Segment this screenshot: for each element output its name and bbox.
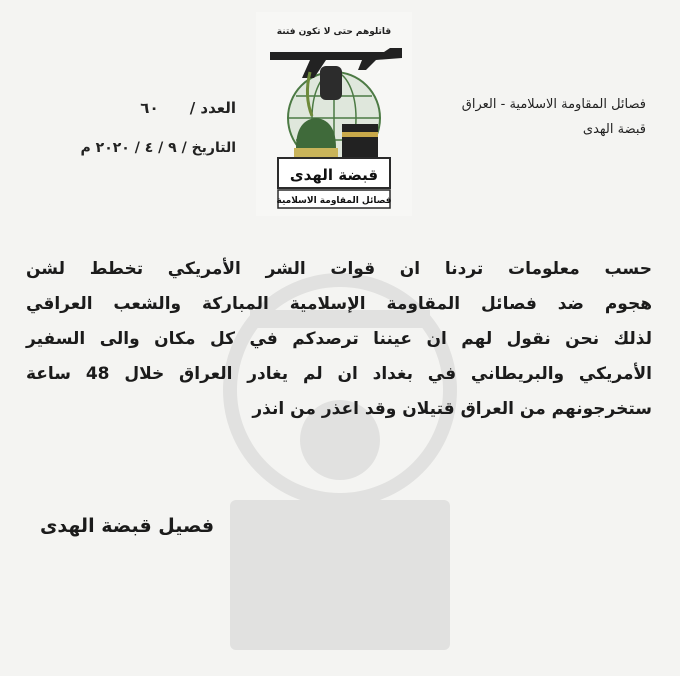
statement-line: هجوم ضد فصائل المقاومة الإسلامية المباركة والشعب العراقي — [26, 294, 652, 314]
issue-label: العدد / — [189, 99, 236, 117]
logo-banner-text: قبضة الهدى — [289, 166, 379, 184]
org-name: فصائل المقاومة الاسلامية - العراق — [461, 97, 646, 112]
issue-line — [40, 88, 236, 128]
logo-footer-text: فصائل المقاومة الاسلامية — [276, 196, 392, 206]
logo-top-text: قاتلوهم حتى لا تكون فتنة — [276, 27, 392, 37]
statement-body — [26, 252, 652, 427]
faction-logo — [256, 12, 412, 216]
signature: فصيل قبضة الهدى — [40, 515, 215, 537]
statement-line: لذلك نحن نقول لهم ان عيننا ترصدكم في كل مكان والى السفير — [26, 329, 652, 349]
org-subname: قبضة الهدى — [582, 122, 646, 137]
statement-line: حسب معلومات تردنا ان قوات الشر الأمريكي تخطط لشن — [26, 259, 652, 279]
statement-line: ستخرجونهم من العراق قتيلان وقد اعذر من انذر — [252, 399, 652, 419]
date-line: التاريخ / ٩ / ٤ / ٢٠٢٠ م — [80, 140, 236, 156]
issue-number: ٦٠ — [140, 99, 159, 117]
organization-heading — [462, 92, 646, 142]
document-meta — [40, 88, 236, 168]
statement-line: الأمريكي والبريطاني في بغداد ان لم يغادر العراق خلال 48 ساعة — [26, 364, 652, 384]
